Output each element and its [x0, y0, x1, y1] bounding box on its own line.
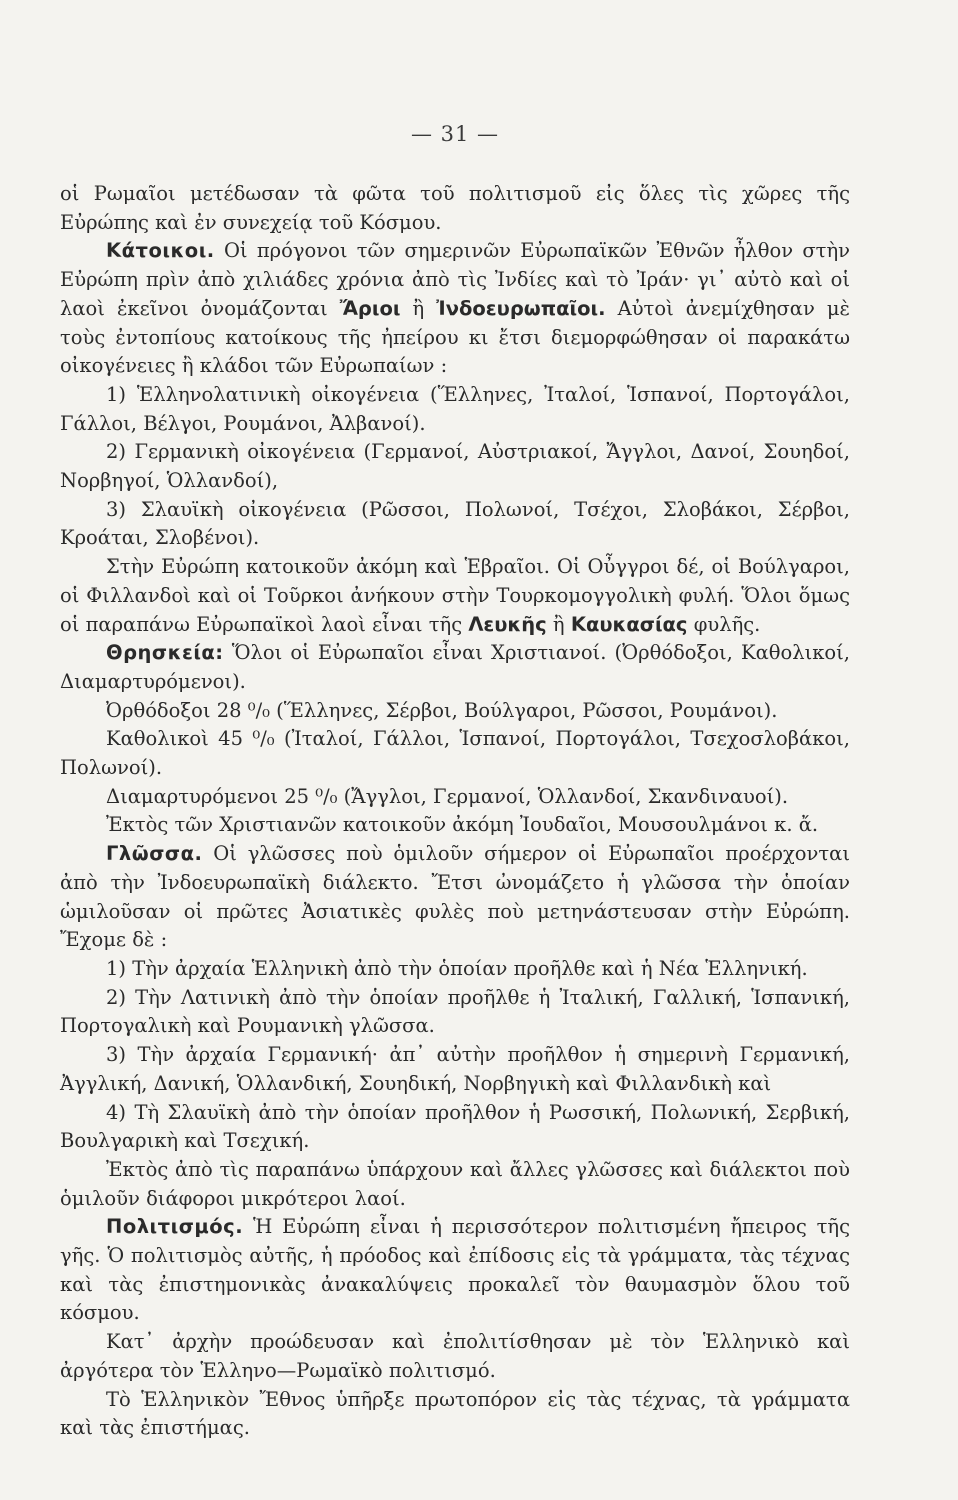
- language-item-greek: 1) Τὴν ἀρχαία Ἑλληνικὴ ἀπὸ τὴν ὁποίαν προῆλθε καὶ ἡ Νέα Ἑλληνική.: [106, 956, 808, 980]
- page-body: [60, 180, 850, 1443]
- term-white: Λευκῆς: [468, 612, 547, 636]
- other-peoples-text-b: φυλῆς.: [687, 612, 761, 636]
- religion-others: Ἐκτὸς τῶν Χριστιανῶν κατοικοῦν ἀκόμη Ἰουδαῖοι, Μουσουλμάνοι κ. ἄ.: [106, 813, 819, 837]
- religion-orthodox: Ὀρθόδοξοι 28 ⁰/₀ (Ἕλληνες, Σέρβοι, Βούλγαροι, Ρῶσσοι, Ρουμάνοι).: [106, 698, 778, 722]
- section-heading-language: Γλῶσσα.: [106, 842, 203, 866]
- inhabitants-text-b: Αὐτοὶ ἀνεμίχθησαν μὲ τοὺς ἐντοπίους κατοίκους τῆς ἠπείρου κι ἔτσι διεμορφώθησαν οἱ παρακάτω οἰκογένειες ἢ κλάδοι τῶν Εὐρωπαίων :: [60, 296, 851, 378]
- paragraph-inhabitants: [60, 237, 850, 381]
- paragraph-greek-nation: Τὸ Ἑλληνικὸν Ἔθνος ὑπῆρξε πρωτοπόρον εἰς τὰς τέχνας, τὰ γράμματα καὶ τὰς ἐπιστήμας.: [60, 1387, 850, 1440]
- language-item-latin: 2) Τὴν Λατινικὴ ἀπὸ τὴν ὁποίαν προῆλθε ἡ Ἰταλική, Γαλλική, Ἱσπανική, Πορτογαλικὴ καὶ Ρουμανικὴ γλῶσσα.: [60, 985, 850, 1038]
- list-item-greco-latin: 1) Ἑλληνολατινικὴ οἰκογένεια (Ἕλληνες, Ἰταλοί, Ἱσπανοί, Πορτογάλοι, Γάλλοι, Βέλγοι, Ρουμάνοι, Ἀλβανοί).: [60, 382, 850, 435]
- inhabitants-or: ἢ: [400, 296, 437, 320]
- inhabitants-text-a: Οἱ πρόγονοι τῶν σημερινῶν Εὐρωπαϊκῶν Ἐθνῶν ἦλθον στὴν Εὐρώπη πρὶν ἀπὸ χιλιάδες χρόνια ἀπὸ τὶς Ἰνδίες καὶ τὸ Ἰράν· γι᾽ αὐτὸ καὶ οἱ λαοὶ ἐκεῖνοι ὀνομάζονται: [60, 239, 850, 320]
- paragraph-religion: [60, 639, 850, 696]
- language-item-slavic: 4) Τὴ Σλαυϊκὴ ἀπὸ τὴν ὁποίαν προῆλθον ἡ Ρωσσική, Πολωνική, Σερβική, Βουλγαρικὴ καὶ Τσεχική.: [60, 1100, 850, 1153]
- term-aryans: Ἄριοι: [339, 296, 401, 320]
- paragraph-rome: οἱ Ρωμαῖοι μετέδωσαν τὰ φῶτα τοῦ πολιτισμοῦ εἰς ὅλες τὶς χῶρες τῆς Εὐρώπης καὶ ἐν συνεχείᾳ τοῦ Κόσμου.: [60, 182, 850, 234]
- language-text: Οἱ γλῶσσες ποὺ ὁμιλοῦν σήμερον οἱ Εὐρωπαῖοι προέρχονται ἀπὸ τὴν Ἰνδοευρωπαϊκὴ διάλεκτο. Ἔτσι ὠνομάζετο ἡ γλῶσσα τὴν ὁποίαν ὡμιλοῦσαν οἱ πρῶτες Ἀσιατικὲς φυλὲς ποὺ μετηνάστευσαν στὴν Εὐρώπη. Ἔχομε δὲ :: [60, 842, 850, 952]
- term-caucasian: Καυκασίας: [570, 612, 688, 636]
- religion-text: Ὅλοι οἱ Εὐρωπαῖοι εἶναι Χριστιανοί. (Ὀρθόδοξοι, Καθολικοί, Διαμαρτυρόμενοι).: [60, 641, 850, 693]
- religion-catholic: Καθολικοὶ 45 ⁰/₀ (Ἰταλοί, Γάλλοι, Ἱσπανοί, Πορτογάλοι, Τσεχοσλοβάκοι, Πολωνοί).: [60, 727, 850, 780]
- section-heading-religion: Θρησκεία:: [106, 641, 224, 665]
- religion-protestant: Διαμαρτυρόμενοι 25 ⁰/₀ (Ἄγγλοι, Γερμανοί, Ὁλλανδοί, Σκανδιναυοί).: [106, 784, 789, 808]
- list-item-germanic: 2) Γερμανικὴ οἰκογένεια (Γερμανοί, Αὐστριακοί, Ἄγγλοι, Δανοί, Σουηδοί, Νορβηγοί, Ὁλλανδοί),: [60, 440, 850, 493]
- list-item-slavic: 3) Σλαυϊκὴ οἰκογένεια (Ρῶσσοι, Πολωνοί, Τσέχοι, Σλοβάκοι, Σέρβοι, Κροάται, Σλοβένοι).: [60, 497, 850, 550]
- paragraph-civilization: [60, 1213, 850, 1328]
- language-item-germanic: 3) Τὴν ἀρχαία Γερμανική· ἀπ᾽ αὐτὴν προῆλθον ἡ σημερινὴ Γερμανική, Ἀγγλική, Δανική, Ὁλλανδική, Σουηδική, Νορβηγικὴ καὶ Φιλλανδικὴ καὶ: [60, 1043, 850, 1095]
- paragraph-other-peoples: [60, 553, 850, 639]
- paragraph-other-languages: Ἐκτὸς ἀπὸ τὶς παραπάνω ὑπάρχουν καὶ ἄλλες γλῶσσες καὶ διάλεκτοι ποὺ ὁμιλοῦν διάφοροι μικρότεροι λαοί.: [60, 1157, 850, 1210]
- civilization-text: Ἡ Εὐρώπη εἶναι ἡ περισσότερον πολιτισμένη ἤπειρος τῆς γῆς. Ὁ πολιτισμὸς αὐτῆς, ἡ πρόοδος καὶ ἐπίδοσις εἰς τὰ γράμματα, τὰς τέχνας καὶ τὰς ἐπιστημονικὰς ἀνακαλύψεις προκαλεῖ τὸν θαυμασμὸν ὅλου τοῦ κόσμου.: [60, 1215, 850, 1325]
- other-peoples-text-a: Στὴν Εὐρώπη κατοικοῦν ἀκόμη καὶ Ἑβραῖοι. Οἱ Οὖγγροι δέ, οἱ Βούλγαροι, οἱ Φιλλανδοὶ καὶ οἱ Τοῦρκοι ἀνήκουν στὴν Τουρκομογγολικὴ φυλή. Ὅλοι ὅμως οἱ παραπάνω Εὐρωπαϊκοὶ λαοὶ εἶναι τῆς: [60, 555, 850, 636]
- section-heading-inhabitants: Κάτοικοι.: [106, 239, 215, 263]
- term-indo-europeans: Ἰνδοευρωπαῖοι.: [436, 296, 606, 320]
- page-number: — 31 —: [410, 122, 500, 146]
- paragraph-progress: Κατ᾽ ἀρχὴν προώδευσαν καὶ ἐπολιτίσθησαν μὲ τὸν Ἑλληνικὸ καὶ ἀργότερα τὸν Ἑλληνο—Ρωμαϊκὸ πολιτισμό.: [60, 1330, 850, 1382]
- paragraph-language: [60, 840, 850, 955]
- other-peoples-or: ἢ: [546, 612, 571, 636]
- section-heading-civilization: Πολιτισμός.: [106, 1215, 244, 1239]
